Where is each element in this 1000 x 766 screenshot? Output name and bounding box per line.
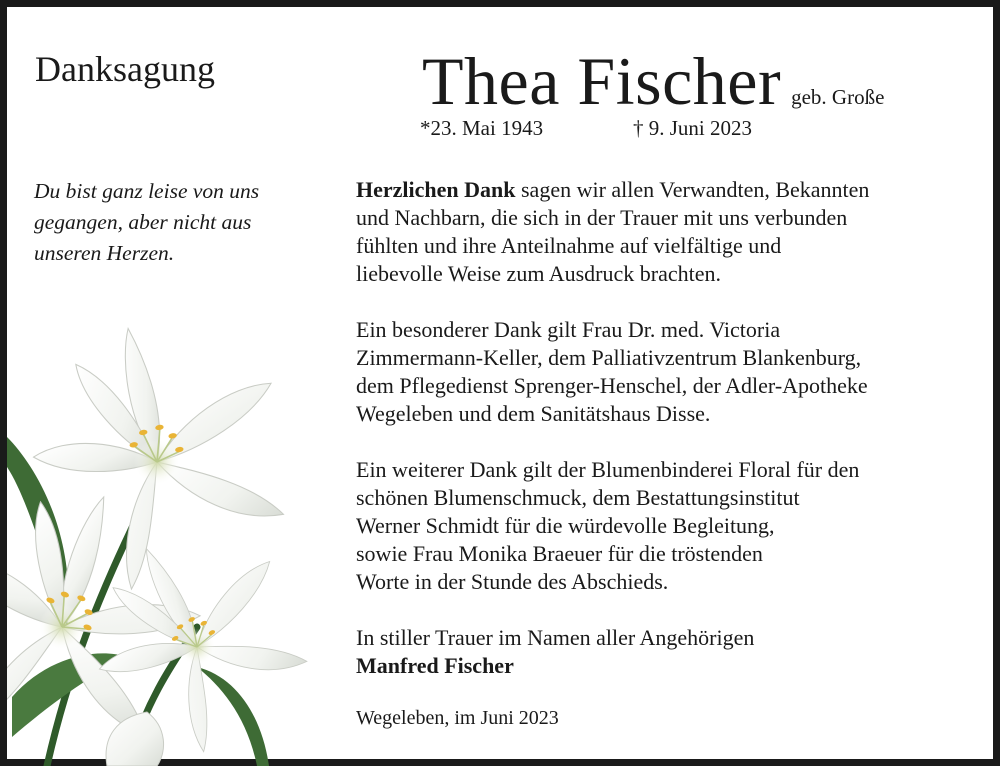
text-line: Werner Schmidt für die würdevolle Begleitung, xyxy=(356,513,775,538)
quote-line: Du bist ganz leise von uns xyxy=(34,179,260,203)
name-line xyxy=(422,43,885,119)
text-line: schönen Blumenschmuck, dem Bestattungsinstitut xyxy=(356,485,800,510)
signer-name-text: Manfred Fischer xyxy=(356,653,514,678)
birth-date: *23. Mai 1943 xyxy=(420,116,544,140)
place-date: Wegeleben, im Juni 2023 xyxy=(356,707,559,729)
text-line: und Nachbarn, die sich in der Trauer mit uns verbunden xyxy=(356,205,848,230)
text-line: Ein besonderer Dank gilt Frau Dr. med. Victoria xyxy=(356,317,781,342)
thanks-lead-rest: sagen wir allen Verwandten, Bekannten xyxy=(515,177,870,202)
deceased-name: Thea Fischer xyxy=(422,43,782,119)
quote-line: unseren Herzen. xyxy=(34,241,175,265)
quote-line: gegangen, aber nicht aus xyxy=(34,210,252,234)
text-line: Zimmermann-Keller, dem Palliativzentrum Blankenburg, xyxy=(356,345,862,370)
maiden-name: geb. Große xyxy=(791,85,885,109)
signer-name xyxy=(356,652,996,680)
text-line: Worte in der Stunde des Abschieds. xyxy=(356,569,669,594)
white-lilies-icon xyxy=(7,297,317,766)
memorial-quote xyxy=(34,176,334,269)
text-line xyxy=(356,176,996,204)
thanks-paragraph-3 xyxy=(356,456,996,596)
heading: Danksagung xyxy=(35,49,215,89)
thanks-paragraph-1 xyxy=(356,176,996,288)
text-line: Wegeleben und dem Sanitätshaus Disse. xyxy=(356,401,711,426)
text-line: fühlten und ihre Anteilnahme auf vielfältige und xyxy=(356,233,782,258)
text-line: sowie Frau Monika Braeuer für die tröstenden xyxy=(356,541,763,566)
closing-line: In stiller Trauer im Namen aller Angehörigen xyxy=(356,625,755,650)
thanks-paragraph-2 xyxy=(356,316,996,428)
thanks-text xyxy=(356,176,996,732)
text-line: dem Pflegedienst Sprenger-Henschel, der Adler-Apotheke xyxy=(356,373,868,398)
text-line: Ein weiterer Dank gilt der Blumenbinderei Floral für den xyxy=(356,457,860,482)
closing xyxy=(356,624,996,680)
thanks-lead: Herzlichen Dank xyxy=(356,177,516,202)
text-line: liebevolle Weise zum Ausdruck brachten. xyxy=(356,261,721,286)
death-date: † 9. Juni 2023 xyxy=(633,116,753,140)
